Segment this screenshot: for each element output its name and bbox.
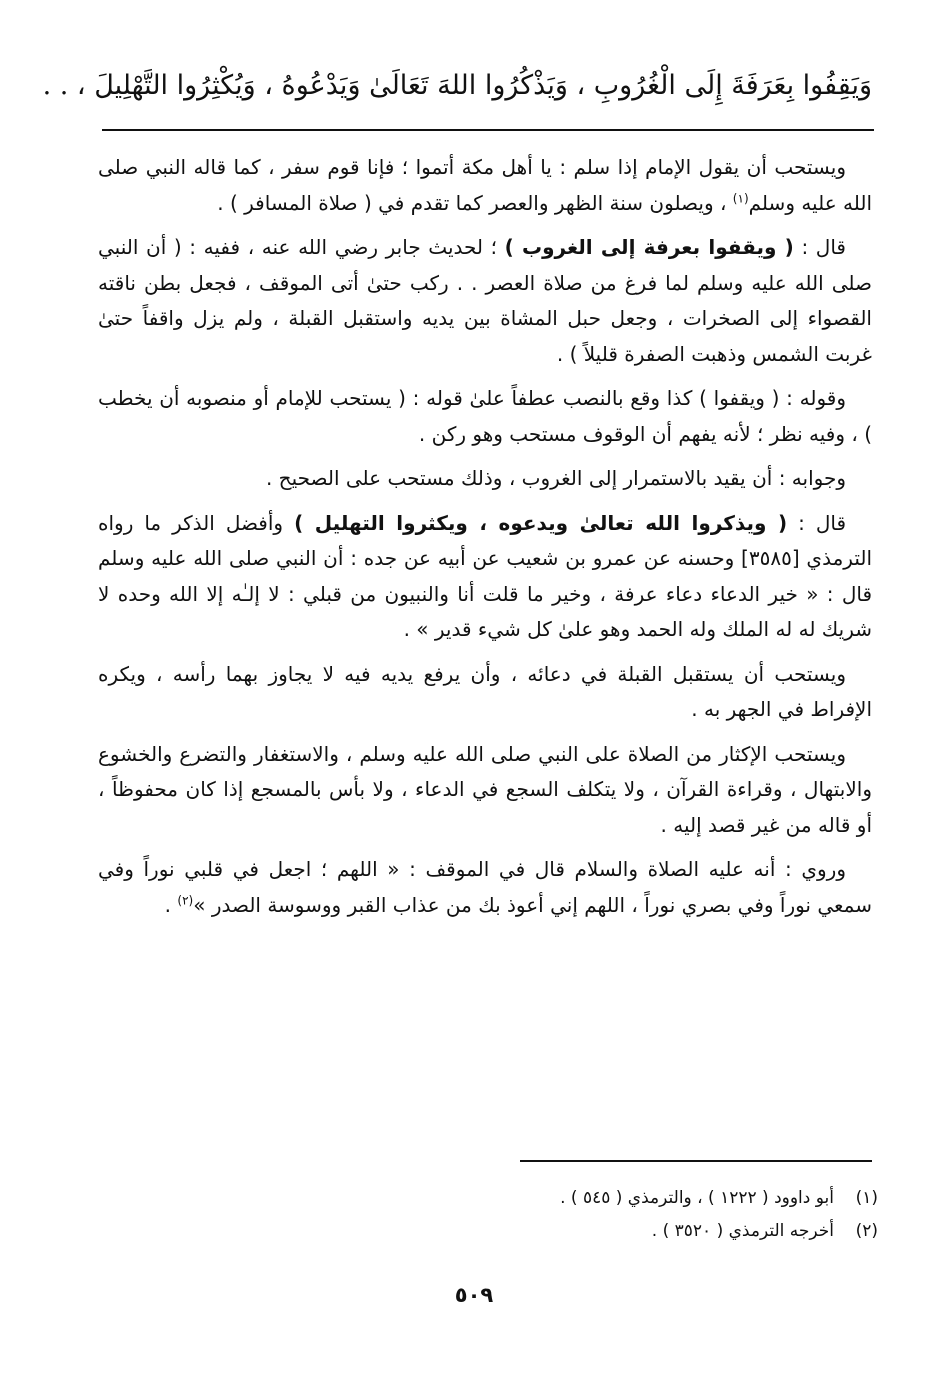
paragraph-1-text-b: ، ويصلون سنة الظهر والعصر كما تقدم في ( صلاة المسافر ) . xyxy=(217,190,733,215)
page-number: ٥٠٩ xyxy=(454,1283,494,1307)
header-divider xyxy=(102,129,874,131)
paragraph-1 xyxy=(98,150,872,221)
footnote-number: (٢) xyxy=(855,1221,878,1241)
paragraph-6: ويستحب أن يستقبل القبلة في دعائه ، وأن يرفع يديه فيه لا يجاوز بهما رأسه ، ويكره الإفراط في الجهر به . xyxy=(98,661,872,721)
paragraph-5 xyxy=(98,506,872,648)
running-header: وَيَقِفُوا بِعَرَفَةَ إِلَى الْغُرُوبِ ، وَيَذْكُرُوا اللهَ تَعَالَىٰ وَيَدْعُوهُ ، وَيُكْثِرُوا التَّهْلِيلَ ، . . xyxy=(42,70,872,101)
footnote-text: أخرجه الترمذي ( ٣٥٢٠ ) . xyxy=(651,1221,834,1241)
footnote-number: (١) xyxy=(855,1188,878,1208)
paragraph-1-text-a: ويستحب أن يقول الإمام إذا سلم : يا أهل مكة أتموا ؛ فإنا قوم سفر ، كما قاله النبي صلى الله عليه وسلم xyxy=(98,155,872,215)
paragraph-5-lead: قال : xyxy=(787,510,847,535)
paragraph-2-text: ؛ لحديث جابر رضي الله عنه ، ففيه : ( أن النبي صلى الله عليه وسلم لما فرغ من صلاة العصر . . ركب حتىٰ أتى الموقف ، فجعل بطن ناقته القصواء إلى الصخرات ، وجعل حبل المشاة بين يديه واستقبل القبلة ، ولم يزل واقفاً حتىٰ غربت الشمس وذهبت الصفرة قليلاً ) . xyxy=(98,235,872,366)
paragraph-7: ويستحب الإكثار من الصلاة على النبي صلى الله عليه وسلم ، والاستغفار والتضرع والخشوع والابتهال ، وقراءة القرآن ، ولا يتكلف السجع في الدعاء ، ولا بأس بالمسجع إذا كان محفوظاً ، أو قاله من غير قصد إليه . xyxy=(98,741,872,837)
paragraph-3: وقوله : ( ويقفوا ) كذا وقع بالنصب عطفاً علىٰ قوله : ( يستحب للإمام أو منصوبه أن يخطب ) ، وفيه نظر ؛ لأنه يفهم أن الوقوف مستحب وهو ركن . xyxy=(98,386,872,446)
footnote-1 xyxy=(98,1182,878,1215)
footnote-text: أبو داوود ( ١٢٢٢ ) ، والترمذي ( ٥٤٥ ) . xyxy=(560,1188,834,1208)
footnote-divider xyxy=(520,1160,872,1162)
footnotes xyxy=(98,1182,878,1248)
paragraph-2 xyxy=(98,230,872,372)
footnote-ref-1[interactable]: (١) xyxy=(732,190,749,205)
paragraph-8-text-a: وروي : أنه عليه الصلاة والسلام قال في الموقف : « اللهم ؛ اجعل في قلبي نوراً وفي سمعي نوراً وفي بصري نوراً ، اللهم إني أعوذ بك من عذاب القبر ووسوسة الصدر » xyxy=(98,857,872,917)
paragraph-2-quote: ( ويقفوا بعرفة إلى الغروب ) xyxy=(504,235,794,259)
paragraph-2-lead: قال : xyxy=(793,235,846,259)
paragraph-8 xyxy=(98,852,872,923)
main-text xyxy=(98,150,872,932)
paragraph-5-quote: ( ويذكروا الله تعالىٰ ويدعوه ، ويكثروا التهليل ) xyxy=(294,510,788,535)
footnote-2 xyxy=(98,1215,878,1248)
paragraph-8-text-b: . xyxy=(164,892,178,917)
paragraph-5-text: وأفضل الذكر ما رواه الترمذي [٣٥٨٥] وحسنه عن عمرو بن شعيب عن أبيه عن جده : أن النبي صلى الله عليه وسلم قال : « خير الدعاء دعاء عرفة ، وخير ما قلت أنا والنبيون من قبلي : لا إلـٰه إلا الله وحده لا شريك له له الملك وله الحمد وهو علىٰ كل شيء قدير » . xyxy=(98,510,873,641)
paragraph-4: وجوابه : أن يقيد بالاستمرار إلى الغروب ، وذلك مستحب على الصحيح . xyxy=(265,466,846,490)
footnote-ref-2[interactable]: (٢) xyxy=(177,892,194,907)
